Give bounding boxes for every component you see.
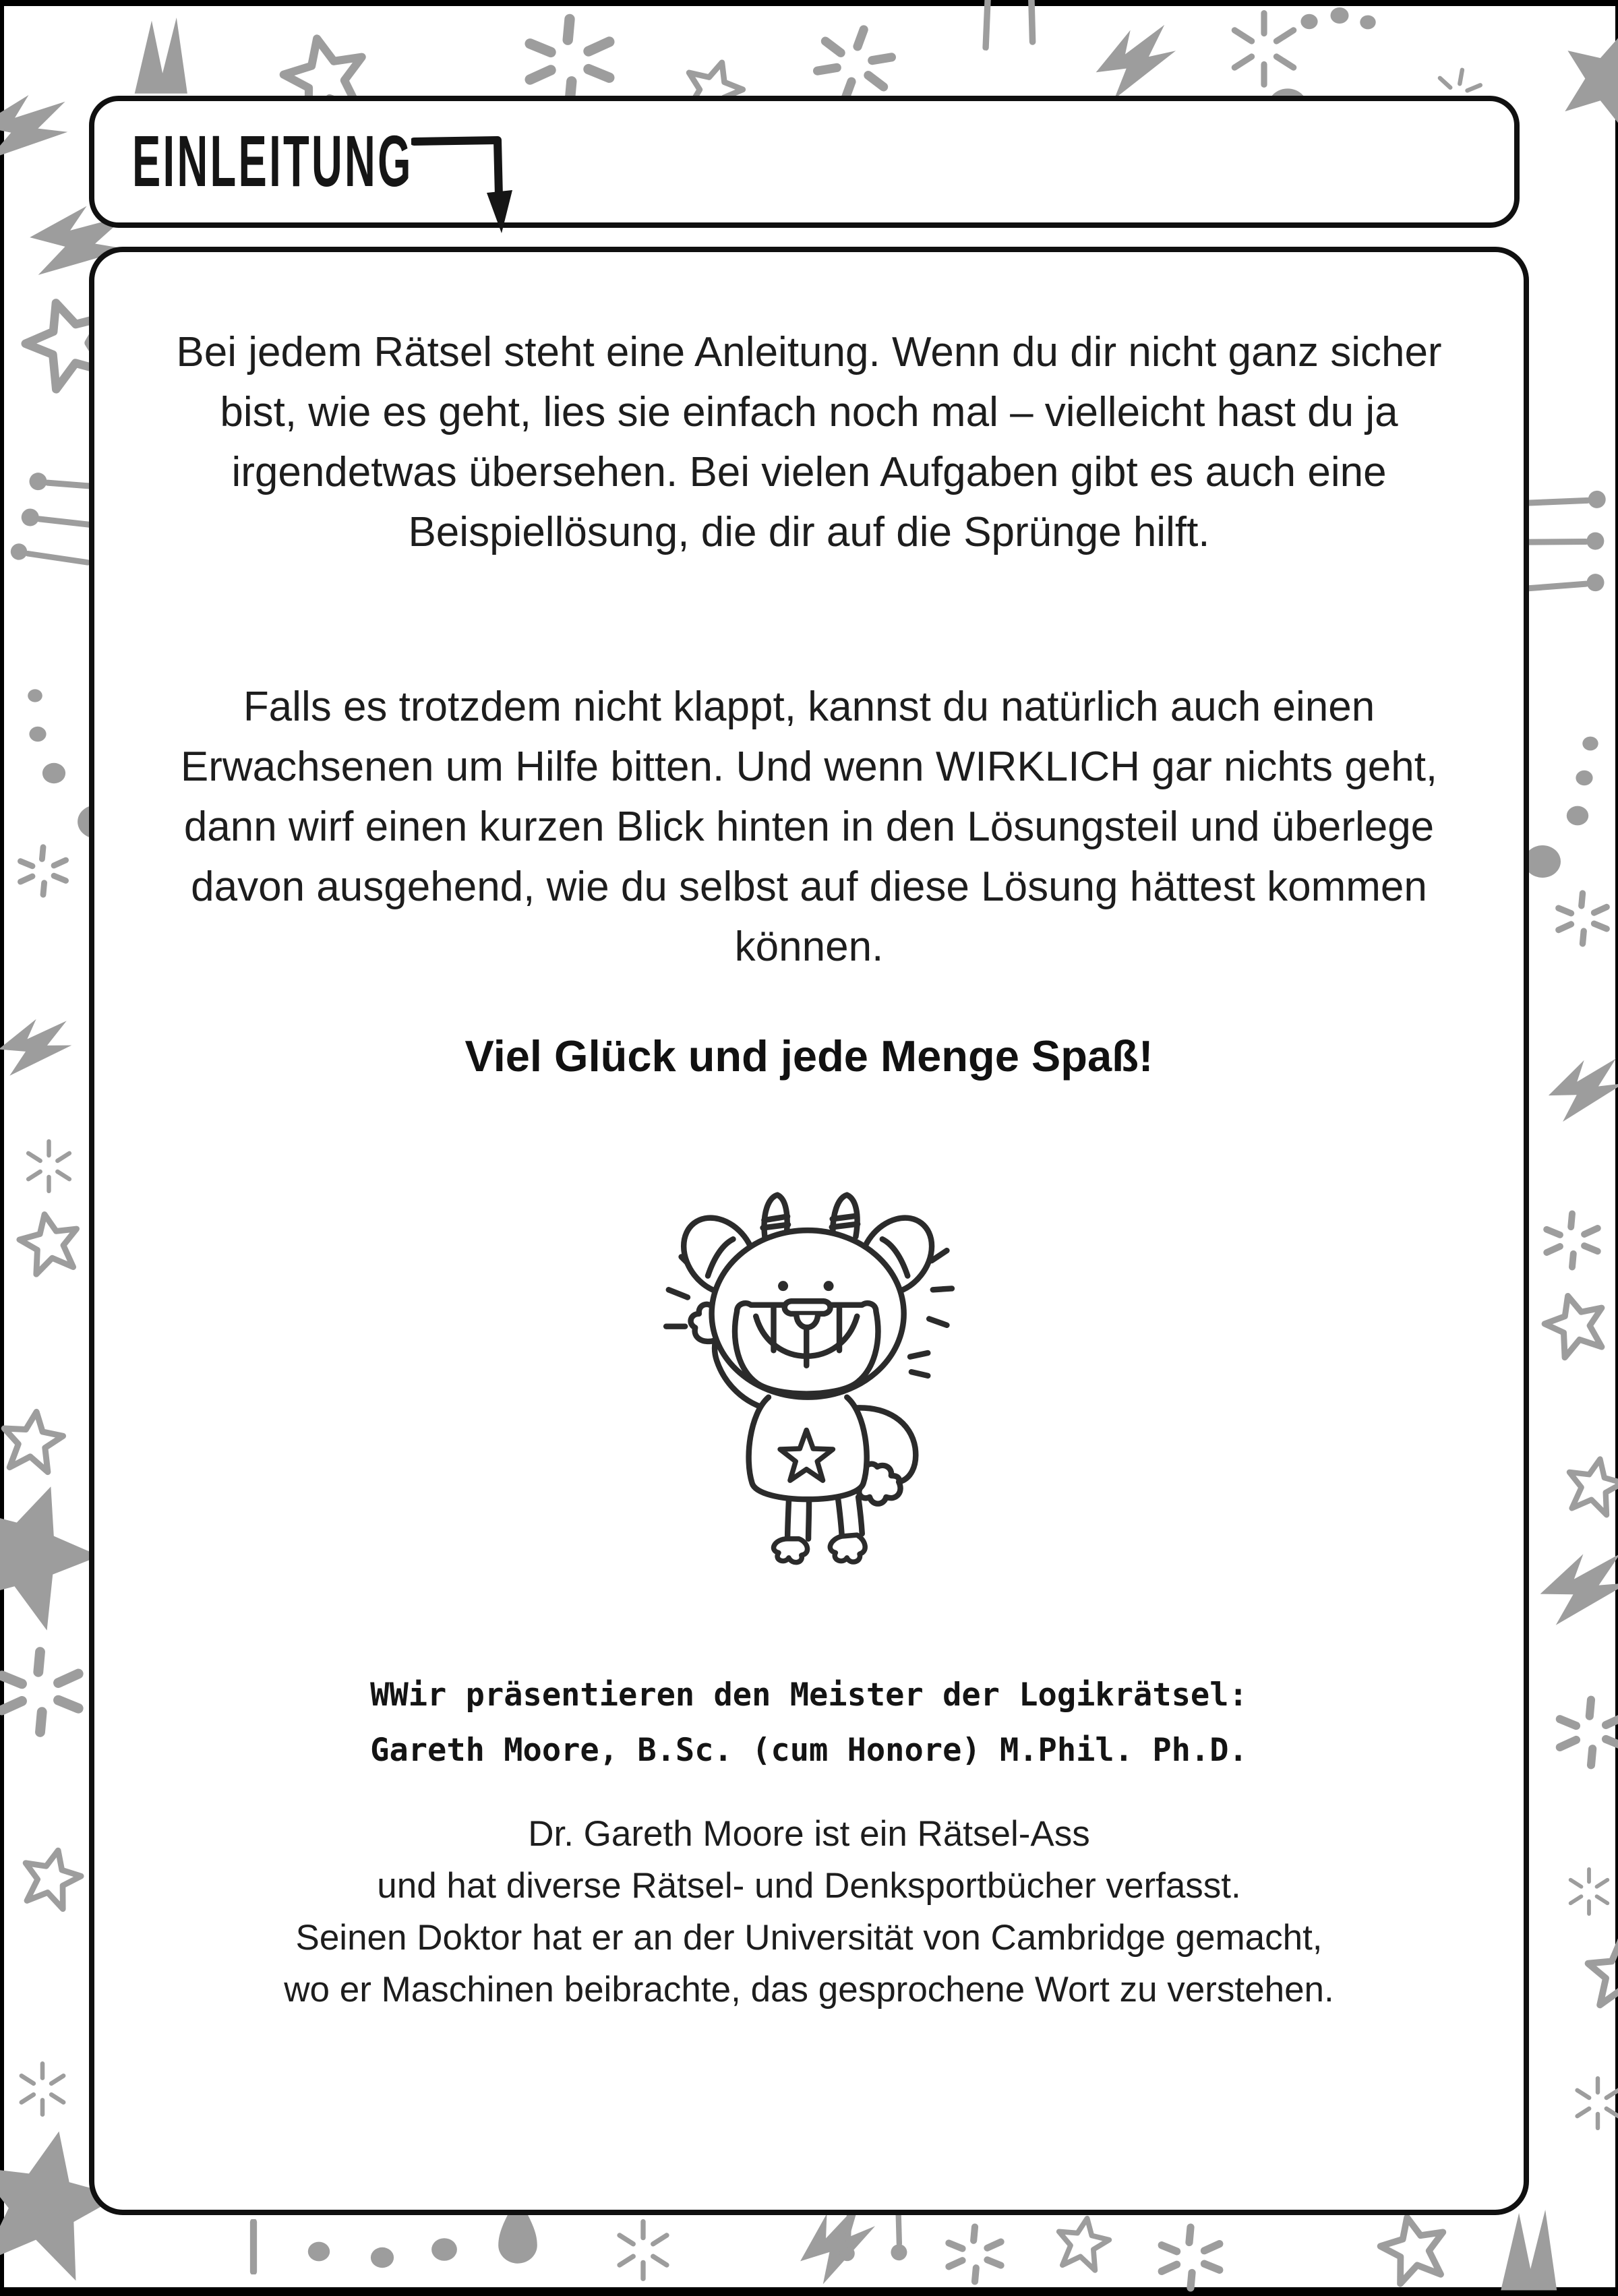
sparkle-doodle — [944, 2223, 1006, 2285]
star-doodle — [1367, 2205, 1460, 2293]
pin-doodle — [7, 539, 92, 578]
sparkle-doodle — [9, 844, 77, 898]
dot-doodle — [27, 688, 43, 704]
sparkle-doodle — [1571, 2076, 1618, 2130]
star-doodle — [1544, 13, 1618, 141]
sparkle-doodle — [0, 1641, 86, 1743]
good-luck-line: Viel Glück und jede Menge Spaß! — [465, 1031, 1153, 1081]
lightning-doodle — [0, 997, 88, 1097]
asterisk-doodle — [1224, 10, 1305, 88]
dot-doodle — [28, 725, 47, 744]
monster-illustration — [94, 1181, 1524, 1567]
sparkle-doodle — [519, 13, 620, 108]
down-arrow-icon — [411, 132, 539, 243]
star-doodle — [7, 1838, 96, 1919]
text-line: irgendetwas übersehen. Bei vielen Aufgaben gibt es auch eine — [231, 449, 1387, 495]
dot-doodle — [430, 2235, 458, 2264]
spikes-doodle — [110, 18, 224, 95]
pin-doodle — [1516, 529, 1609, 557]
text-line: dann wirf einen kurzen Blick hinten in den Lösungsteil und überlege — [183, 804, 1435, 850]
dot-doodle — [307, 2239, 331, 2264]
presenter-lines — [94, 1668, 1524, 1778]
text-line: Erwachsenen um Hilfe bitten. Und wenn WIRKLICH gar nichts geht, — [180, 744, 1438, 790]
text-line: Dr. Gareth Moore ist ein Rätsel-Ass — [528, 1814, 1090, 1854]
dot-doodle — [1565, 804, 1590, 828]
text-line: und hat diverse Rätsel- und Denksportbücher verfasst. — [377, 1866, 1241, 1906]
sparkle-doodle — [1538, 1210, 1606, 1271]
sparkle-doodle — [13, 1139, 84, 1193]
star-doodle — [5, 1204, 93, 1282]
dot-doodle — [1575, 768, 1594, 787]
scan-edge-left — [0, 0, 4, 2296]
lightning-doodle — [1535, 1040, 1618, 1137]
content-box — [89, 247, 1529, 2215]
lightning-doodle — [1526, 1530, 1618, 1645]
help-paragraph — [94, 677, 1524, 977]
star-doodle — [1524, 1281, 1618, 1368]
page-title: EINLEITUNG — [132, 121, 413, 202]
lightning-doodle — [1085, 12, 1188, 109]
sparkle-doodle — [1551, 890, 1615, 947]
asterisk-doodle — [612, 2212, 674, 2288]
pin-doodle — [1017, 0, 1043, 47]
text-line: wo er Maschinen beibrachte, das gesprochene Wort zu verstehen. — [284, 1970, 1334, 2010]
text-line: Bei jedem Rätsel steht eine Anleitung. Wenn du dir nicht ganz sicher — [176, 329, 1442, 375]
sparkle-doodle — [1559, 1867, 1618, 1916]
dot-doodle — [369, 2245, 395, 2270]
star-doodle — [1580, 1936, 1618, 2010]
waving-monster-icon — [634, 1181, 984, 1567]
text-line: davon ausgehend, wie du selbst auf diese Lösung hättest kommen — [191, 864, 1427, 910]
text-line: Gareth Moore, B.Sc. (cum Honore) M.Phil. Ph.D. — [370, 1732, 1248, 1769]
sparkle-doodle — [1554, 1692, 1618, 1773]
pin-doodle — [970, 0, 1002, 51]
dot-doodle — [1582, 735, 1599, 752]
chapter-header-box — [89, 96, 1520, 228]
star-doodle — [1046, 2209, 1119, 2277]
text-line: Seinen Doktor hat er an der Universität von Cambridge gemacht, — [295, 1918, 1323, 1958]
star-doodle — [1552, 1448, 1618, 1524]
spikes-doodle — [1483, 2210, 1588, 2292]
line-doodle — [248, 2219, 259, 2274]
text-line: Falls es trotzdem nicht klappt, kannst du natürlich auch einen — [243, 684, 1375, 730]
author-bio — [94, 1808, 1524, 2016]
sparkle-doodle — [15, 2061, 70, 2117]
pin-doodle — [1520, 487, 1609, 518]
dot-doodle — [1359, 13, 1377, 31]
text-line: WWir präsentieren den Meister der Logikrätsel: — [370, 1676, 1248, 1714]
text-line: bist, wie es geht, lies sie einfach noch mal – vielleicht hast du ja — [220, 389, 1398, 435]
text-line: können. — [734, 924, 884, 970]
sparkle-doodle — [1153, 2223, 1228, 2292]
dot-doodle — [1329, 5, 1350, 26]
instruction-paragraph — [94, 322, 1524, 562]
dot-doodle — [40, 760, 67, 786]
text-line: Beispiellösung, die dir auf die Sprünge hilft. — [408, 509, 1210, 555]
dot-doodle — [1300, 12, 1319, 31]
scan-edge-top — [0, 0, 1618, 6]
